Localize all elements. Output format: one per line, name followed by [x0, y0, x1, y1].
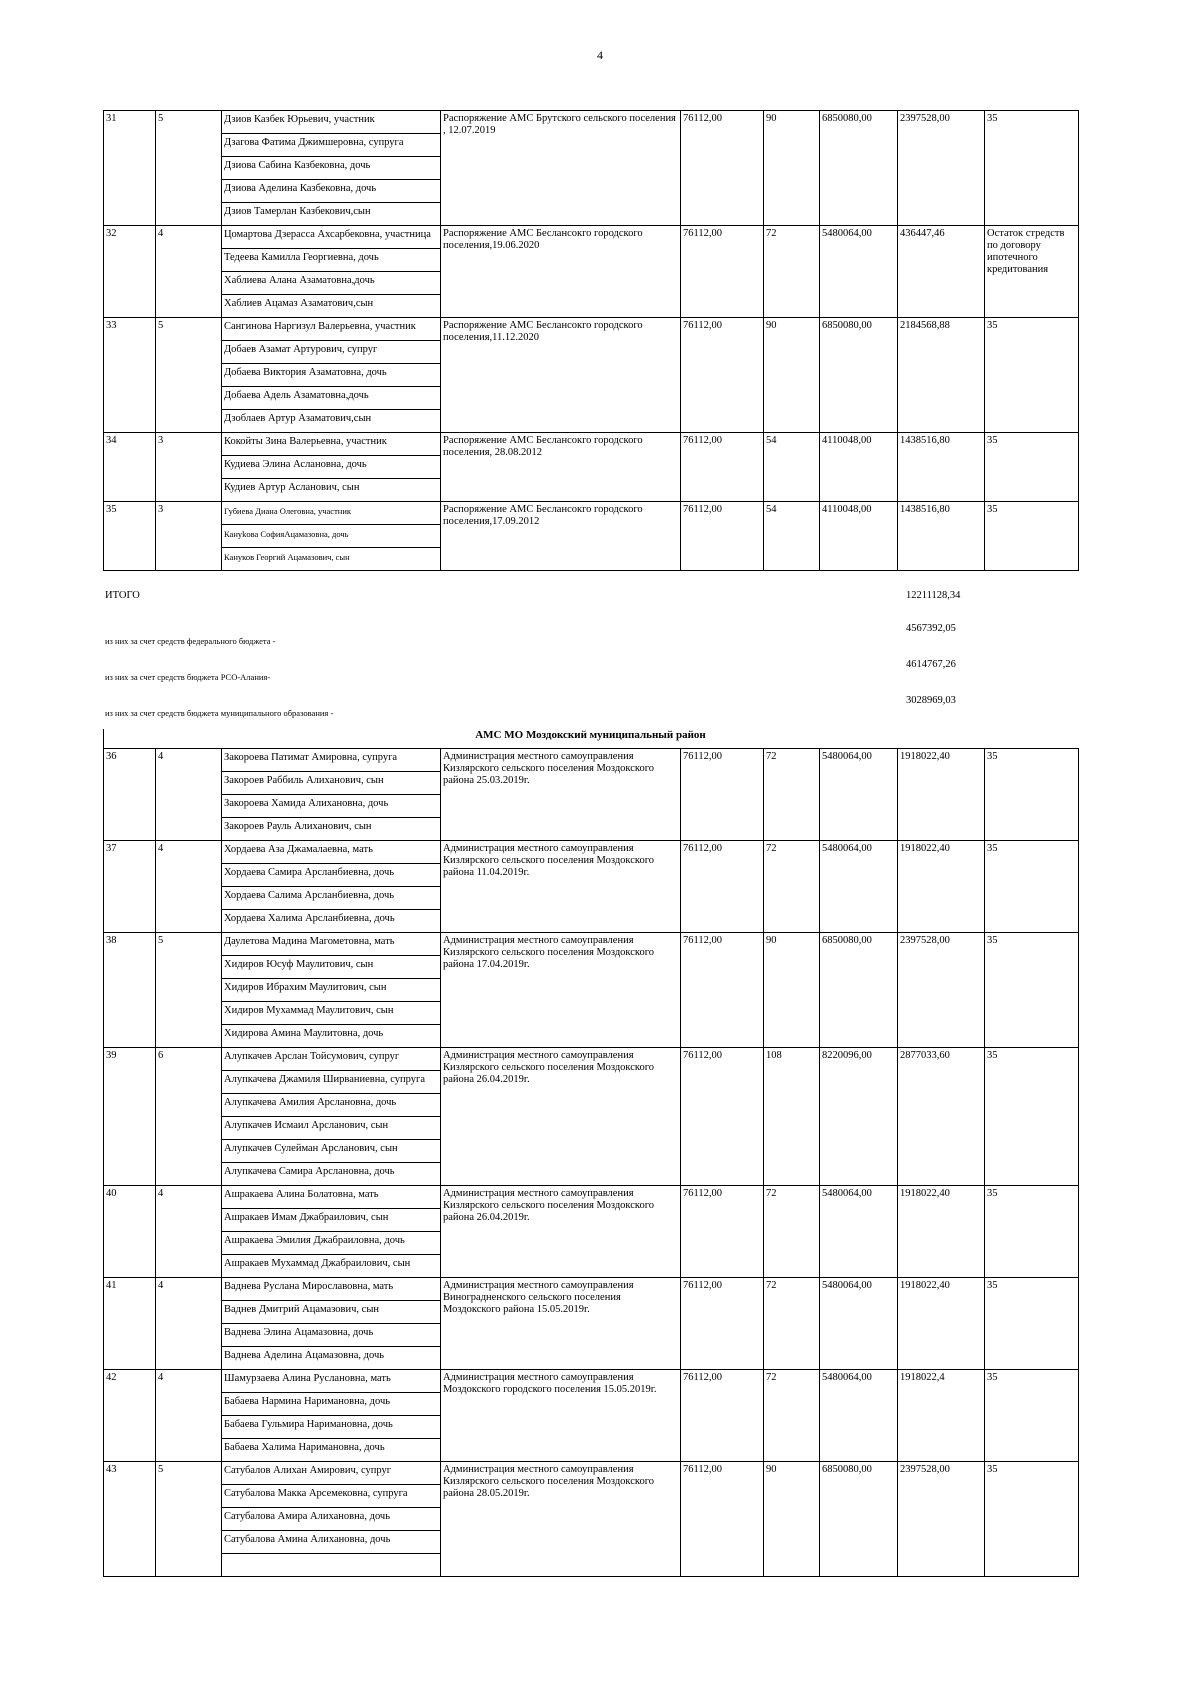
family-member-name: Закороева Хамида Алихановна, дочь	[222, 795, 441, 818]
family-member-name: Хаблиева Алана Азаматовна,дочь	[222, 272, 441, 295]
family-member-name: Хордаева Халима Арсланбиевна, дочь	[222, 910, 441, 933]
family-member-name: Хидирова Амина Маулитовна, дочь	[222, 1025, 441, 1048]
family-member-name: Сатубалова Амина Алихановна, дочь	[222, 1531, 441, 1554]
housing-area: 54	[764, 433, 820, 502]
family-size: 3	[156, 502, 222, 571]
family-member-name: Ашракаева Эмилия Джабраиловна, дочь	[222, 1232, 441, 1255]
subsidy-amount: 436447,46	[898, 226, 985, 318]
family-member-name: Ваднева Элина Ацамазовна, дочь	[222, 1324, 441, 1347]
housing-cost: 5480064,00	[820, 841, 898, 933]
families-table-2	[103, 748, 1079, 1577]
price-per-sqm: 76112,00	[681, 318, 764, 433]
subsidy-amount: 2397528,00	[898, 933, 985, 1048]
housing-area: 72	[764, 841, 820, 933]
family-member-name: Бабаева Гульмира Наримановна, дочь	[222, 1416, 441, 1439]
family-size: 4	[156, 1370, 222, 1462]
family-size: 4	[156, 226, 222, 318]
family-member-name: Дзиова Сабина Казбековна, дочь	[222, 157, 441, 180]
federal-label: из них за счет средств федерального бюджета -	[105, 636, 276, 646]
row-number: 36	[104, 749, 156, 841]
family-member-name: Сатубалова Макка Арсемековна, супруга	[222, 1485, 441, 1508]
row-number: 40	[104, 1186, 156, 1278]
price-per-sqm: 76112,00	[681, 1278, 764, 1370]
family-member-name: Ваднева Руслана Мирославовна, мать	[222, 1278, 441, 1301]
republic-value: 4614767,26	[906, 659, 956, 670]
total-value: 12211128,34	[906, 590, 961, 601]
housing-area: 90	[764, 111, 820, 226]
price-per-sqm: 76112,00	[681, 226, 764, 318]
subsidy-amount: 1918022,40	[898, 1278, 985, 1370]
subsidy-amount: 2397528,00	[898, 111, 985, 226]
table-row	[104, 433, 1079, 456]
family-member-name: Ваднева Аделина Ацамазовна, дочь	[222, 1347, 441, 1370]
table-row	[104, 1462, 1079, 1485]
subsidy-amount: 1438516,80	[898, 433, 985, 502]
row-number: 38	[104, 933, 156, 1048]
family-member-name: Алупкачева Джамиля Ширваниевна, супруга	[222, 1071, 441, 1094]
subsidy-percent: 35	[985, 749, 1079, 841]
family-size: 3	[156, 433, 222, 502]
family-member-name: Хордаева Салима Арсланбиевна, дочь	[222, 887, 441, 910]
family-member-name: Кануkова СофияАцамазовна, дочь	[222, 525, 441, 548]
housing-area: 72	[764, 226, 820, 318]
family-member-name: Сатубалов Алихан Амирович, супруг	[222, 1462, 441, 1485]
housing-cost: 4110048,00	[820, 502, 898, 571]
family-member-name: Ваднев Дмитрий Ацамазович, сын	[222, 1301, 441, 1324]
housing-area: 90	[764, 933, 820, 1048]
housing-cost: 6850080,00	[820, 111, 898, 226]
subsidy-amount: 1438516,80	[898, 502, 985, 571]
family-member-name: Дзагова Фатима Джимшеровна, супруга	[222, 134, 441, 157]
family-member-name: Хордаева Самира Арсланбиевна, дочь	[222, 864, 441, 887]
family-member-name: Алупкачева Амилия Арслановна, дочь	[222, 1094, 441, 1117]
table-row	[104, 1278, 1079, 1301]
family-member-name: Алупкачев Арслан Тойсумович, супруг	[222, 1048, 441, 1071]
subsidy-percent: 35	[985, 318, 1079, 433]
subsidy-amount: 2397528,00	[898, 1462, 985, 1577]
price-per-sqm: 76112,00	[681, 433, 764, 502]
housing-cost: 4110048,00	[820, 433, 898, 502]
subsidy-percent: 35	[985, 111, 1079, 226]
page-number: 4	[597, 48, 603, 62]
family-member-name: Сатубалова Амира Алихановна, дочь	[222, 1508, 441, 1531]
row-number: 34	[104, 433, 156, 502]
family-size: 6	[156, 1048, 222, 1186]
price-per-sqm: 76112,00	[681, 1370, 764, 1462]
family-member-name: Шамурзаева Алина Руслановна, мать	[222, 1370, 441, 1393]
decision-document: Администрация местного самоуправления Кизлярского сельского поселения Моздокского района 28.05.2019г.	[441, 1462, 681, 1577]
family-member-name: Бабаева Нармина Наримановна, дочь	[222, 1393, 441, 1416]
row-number: 42	[104, 1370, 156, 1462]
decision-document: Администрация местного самоуправления Кизлярского сельского поселения Моздокского района 11.04.2019г.	[441, 841, 681, 933]
housing-cost: 6850080,00	[820, 318, 898, 433]
housing-cost: 5480064,00	[820, 1370, 898, 1462]
housing-cost: 5480064,00	[820, 1186, 898, 1278]
family-member-name: Ашракаев Мухаммад Джабраилович, сын	[222, 1255, 441, 1278]
housing-area: 90	[764, 318, 820, 433]
family-size: 5	[156, 111, 222, 226]
family-member-name: Закороев Рауль Алиханович, сын	[222, 818, 441, 841]
subsidy-percent: 35	[985, 1048, 1079, 1186]
family-member-name: Кудиева Элина Аслановна, дочь	[222, 456, 441, 479]
family-member-name: Тедеева Камилла Георгиевна, дочь	[222, 249, 441, 272]
family-size: 4	[156, 841, 222, 933]
family-member-name: Губиева Диана Олеговна, участник	[222, 502, 441, 525]
family-member-name: Дзиов Казбек Юрьевич, участник	[222, 111, 441, 134]
row-number: 43	[104, 1462, 156, 1577]
subsidy-amount: 2877033,60	[898, 1048, 985, 1186]
decision-document: Распоряжение АМС Беслансокго городского поселения,17.09.2012	[441, 502, 681, 571]
decision-document: Администрация местного самоуправления Кизлярского сельского поселения Моздокского района 26.04.2019г.	[441, 1048, 681, 1186]
family-member-name: Кокойты Зина Валерьевна, участник	[222, 433, 441, 456]
subsidy-percent: 35	[985, 502, 1079, 571]
row-number: 37	[104, 841, 156, 933]
family-member-name	[222, 1554, 441, 1577]
table-row	[104, 1048, 1079, 1071]
family-size: 4	[156, 1278, 222, 1370]
family-member-name: Сангинова Наргизул Валерьевна, участник	[222, 318, 441, 341]
row-number: 32	[104, 226, 156, 318]
subsidy-percent: 35	[985, 433, 1079, 502]
family-member-name: Алупкачева Самира Арслановна, дочь	[222, 1163, 441, 1186]
subsidy-percent: Остаток стредств по договору ипотечного кредитования	[985, 226, 1079, 318]
family-size: 5	[156, 1462, 222, 1577]
price-per-sqm: 76112,00	[681, 841, 764, 933]
decision-document: Администрация местного самоуправления Кизлярского сельского поселения Моздокского района 17.04.2019г.	[441, 933, 681, 1048]
subsidy-percent: 35	[985, 1462, 1079, 1577]
family-member-name: Хаблиев Ацамаз Азаматович,сын	[222, 295, 441, 318]
federal-value: 4567392,05	[906, 623, 956, 634]
price-per-sqm: 76112,00	[681, 933, 764, 1048]
region-title: АМС МО Моздокский муниципальный район	[475, 729, 706, 741]
price-per-sqm: 76112,00	[681, 111, 764, 226]
family-size: 5	[156, 318, 222, 433]
subsidy-amount: 1918022,40	[898, 1186, 985, 1278]
family-member-name: Кудиев Артур Асланович, сын	[222, 479, 441, 502]
table-row	[104, 1186, 1079, 1209]
family-member-name: Хордаева Аза Джамалаевна, мать	[222, 841, 441, 864]
table-row	[104, 841, 1079, 864]
price-per-sqm: 76112,00	[681, 1462, 764, 1577]
decision-document: Распоряжение АМС Беслансокго городского поселения, 28.08.2012	[441, 433, 681, 502]
price-per-sqm: 76112,00	[681, 502, 764, 571]
families-table-1	[103, 110, 1079, 571]
housing-cost: 5480064,00	[820, 1278, 898, 1370]
row-number: 31	[104, 111, 156, 226]
housing-area: 72	[764, 1278, 820, 1370]
decision-document: Распоряжение АМС Брутского сельского поселения , 12.07.2019	[441, 111, 681, 226]
family-member-name: Хидиров Юсуф Маулитович, сын	[222, 956, 441, 979]
family-size: 5	[156, 933, 222, 1048]
table-row	[104, 1370, 1079, 1393]
family-member-name: Цомартова Дзерасса Ахсарбековна, участница	[222, 226, 441, 249]
table-row	[104, 502, 1079, 525]
subsidy-percent: 35	[985, 1370, 1079, 1462]
housing-cost: 8220096,00	[820, 1048, 898, 1186]
housing-area: 54	[764, 502, 820, 571]
subsidy-percent: 35	[985, 933, 1079, 1048]
row-number: 41	[104, 1278, 156, 1370]
housing-area: 72	[764, 749, 820, 841]
row-number: 35	[104, 502, 156, 571]
table-row	[104, 318, 1079, 341]
housing-cost: 5480064,00	[820, 226, 898, 318]
subsidy-amount: 1918022,40	[898, 841, 985, 933]
housing-cost: 6850080,00	[820, 1462, 898, 1577]
decision-document: Распоряжение АМС Беслансокго городского поселения,19.06.2020	[441, 226, 681, 318]
family-member-name: Алупкачев Сулейман Арсланович, сын	[222, 1140, 441, 1163]
table-row	[104, 933, 1079, 956]
subsidy-percent: 35	[985, 841, 1079, 933]
housing-area: 90	[764, 1462, 820, 1577]
housing-cost: 5480064,00	[820, 749, 898, 841]
price-per-sqm: 76112,00	[681, 1186, 764, 1278]
family-member-name: Бабаева Халима Наримановна, дочь	[222, 1439, 441, 1462]
table-row	[104, 111, 1079, 134]
table-row	[104, 749, 1079, 772]
row-number: 33	[104, 318, 156, 433]
family-size: 4	[156, 749, 222, 841]
family-member-name: Дзоблаев Артур Азаматович,сын	[222, 410, 441, 433]
housing-area: 108	[764, 1048, 820, 1186]
family-member-name: Закороева Патимат Амировна, супруга	[222, 749, 441, 772]
municipal-value: 3028969,03	[906, 695, 956, 706]
family-member-name: Хидиров Мухаммад Маулитович, сын	[222, 1002, 441, 1025]
family-member-name: Добаева Виктория Азаматовна, дочь	[222, 364, 441, 387]
total-label: ИТОГО	[105, 590, 140, 601]
decision-document: Администрация местного самоуправления Моздокского городского поселения 15.05.2019г.	[441, 1370, 681, 1462]
family-member-name: Ашракаева Алина Болатовна, мать	[222, 1186, 441, 1209]
municipal-label: из них за счет средств бюджета муниципального образования -	[105, 708, 334, 718]
decision-document: Администрация местного самоуправления Кизлярского сельского поселения Моздокского района 26.04.2019г.	[441, 1186, 681, 1278]
decision-document: Администрация местного самоуправления Кизлярского сельского поселения Моздокского района 25.03.2019г.	[441, 749, 681, 841]
subsidy-amount: 1918022,40	[898, 749, 985, 841]
family-member-name: Закороев Раббиль Алиханович, сын	[222, 772, 441, 795]
family-member-name: Добаева Адель Азаматовна,дочь	[222, 387, 441, 410]
subsidy-percent: 35	[985, 1186, 1079, 1278]
decision-document: Распоряжение АМС Беслансокго городского поселения,11.12.2020	[441, 318, 681, 433]
price-per-sqm: 76112,00	[681, 1048, 764, 1186]
family-size: 4	[156, 1186, 222, 1278]
republic-label: из них за счет средств бюджета РСО-Алания-	[105, 672, 271, 682]
family-member-name: Кануков Георгий Ацамазович, сын	[222, 548, 441, 571]
subsidy-amount: 2184568,88	[898, 318, 985, 433]
family-member-name: Даулетова Мадина Магометовна, мать	[222, 933, 441, 956]
decision-document: Администрация местного самоуправления Виноградненского сельского поселения Моздокского района 15.05.2019г.	[441, 1278, 681, 1370]
family-member-name: Дзиов Тамерлан Казбекович,сын	[222, 203, 441, 226]
family-member-name: Алупкачев Исмаил Арсланович, сын	[222, 1117, 441, 1140]
subsidy-percent: 35	[985, 1278, 1079, 1370]
price-per-sqm: 76112,00	[681, 749, 764, 841]
table-row	[104, 226, 1079, 249]
housing-cost: 6850080,00	[820, 933, 898, 1048]
family-member-name: Ашракаев Имам Джабраилович, сын	[222, 1209, 441, 1232]
subsidy-amount: 1918022,4	[898, 1370, 985, 1462]
housing-area: 72	[764, 1186, 820, 1278]
family-member-name: Хидиров Ибрахим Маулитович, сын	[222, 979, 441, 1002]
housing-area: 72	[764, 1370, 820, 1462]
family-member-name: Дзиова Аделина Казбековна, дочь	[222, 180, 441, 203]
family-member-name: Добаев Азамат Артурович, супруг	[222, 341, 441, 364]
row-number: 39	[104, 1048, 156, 1186]
